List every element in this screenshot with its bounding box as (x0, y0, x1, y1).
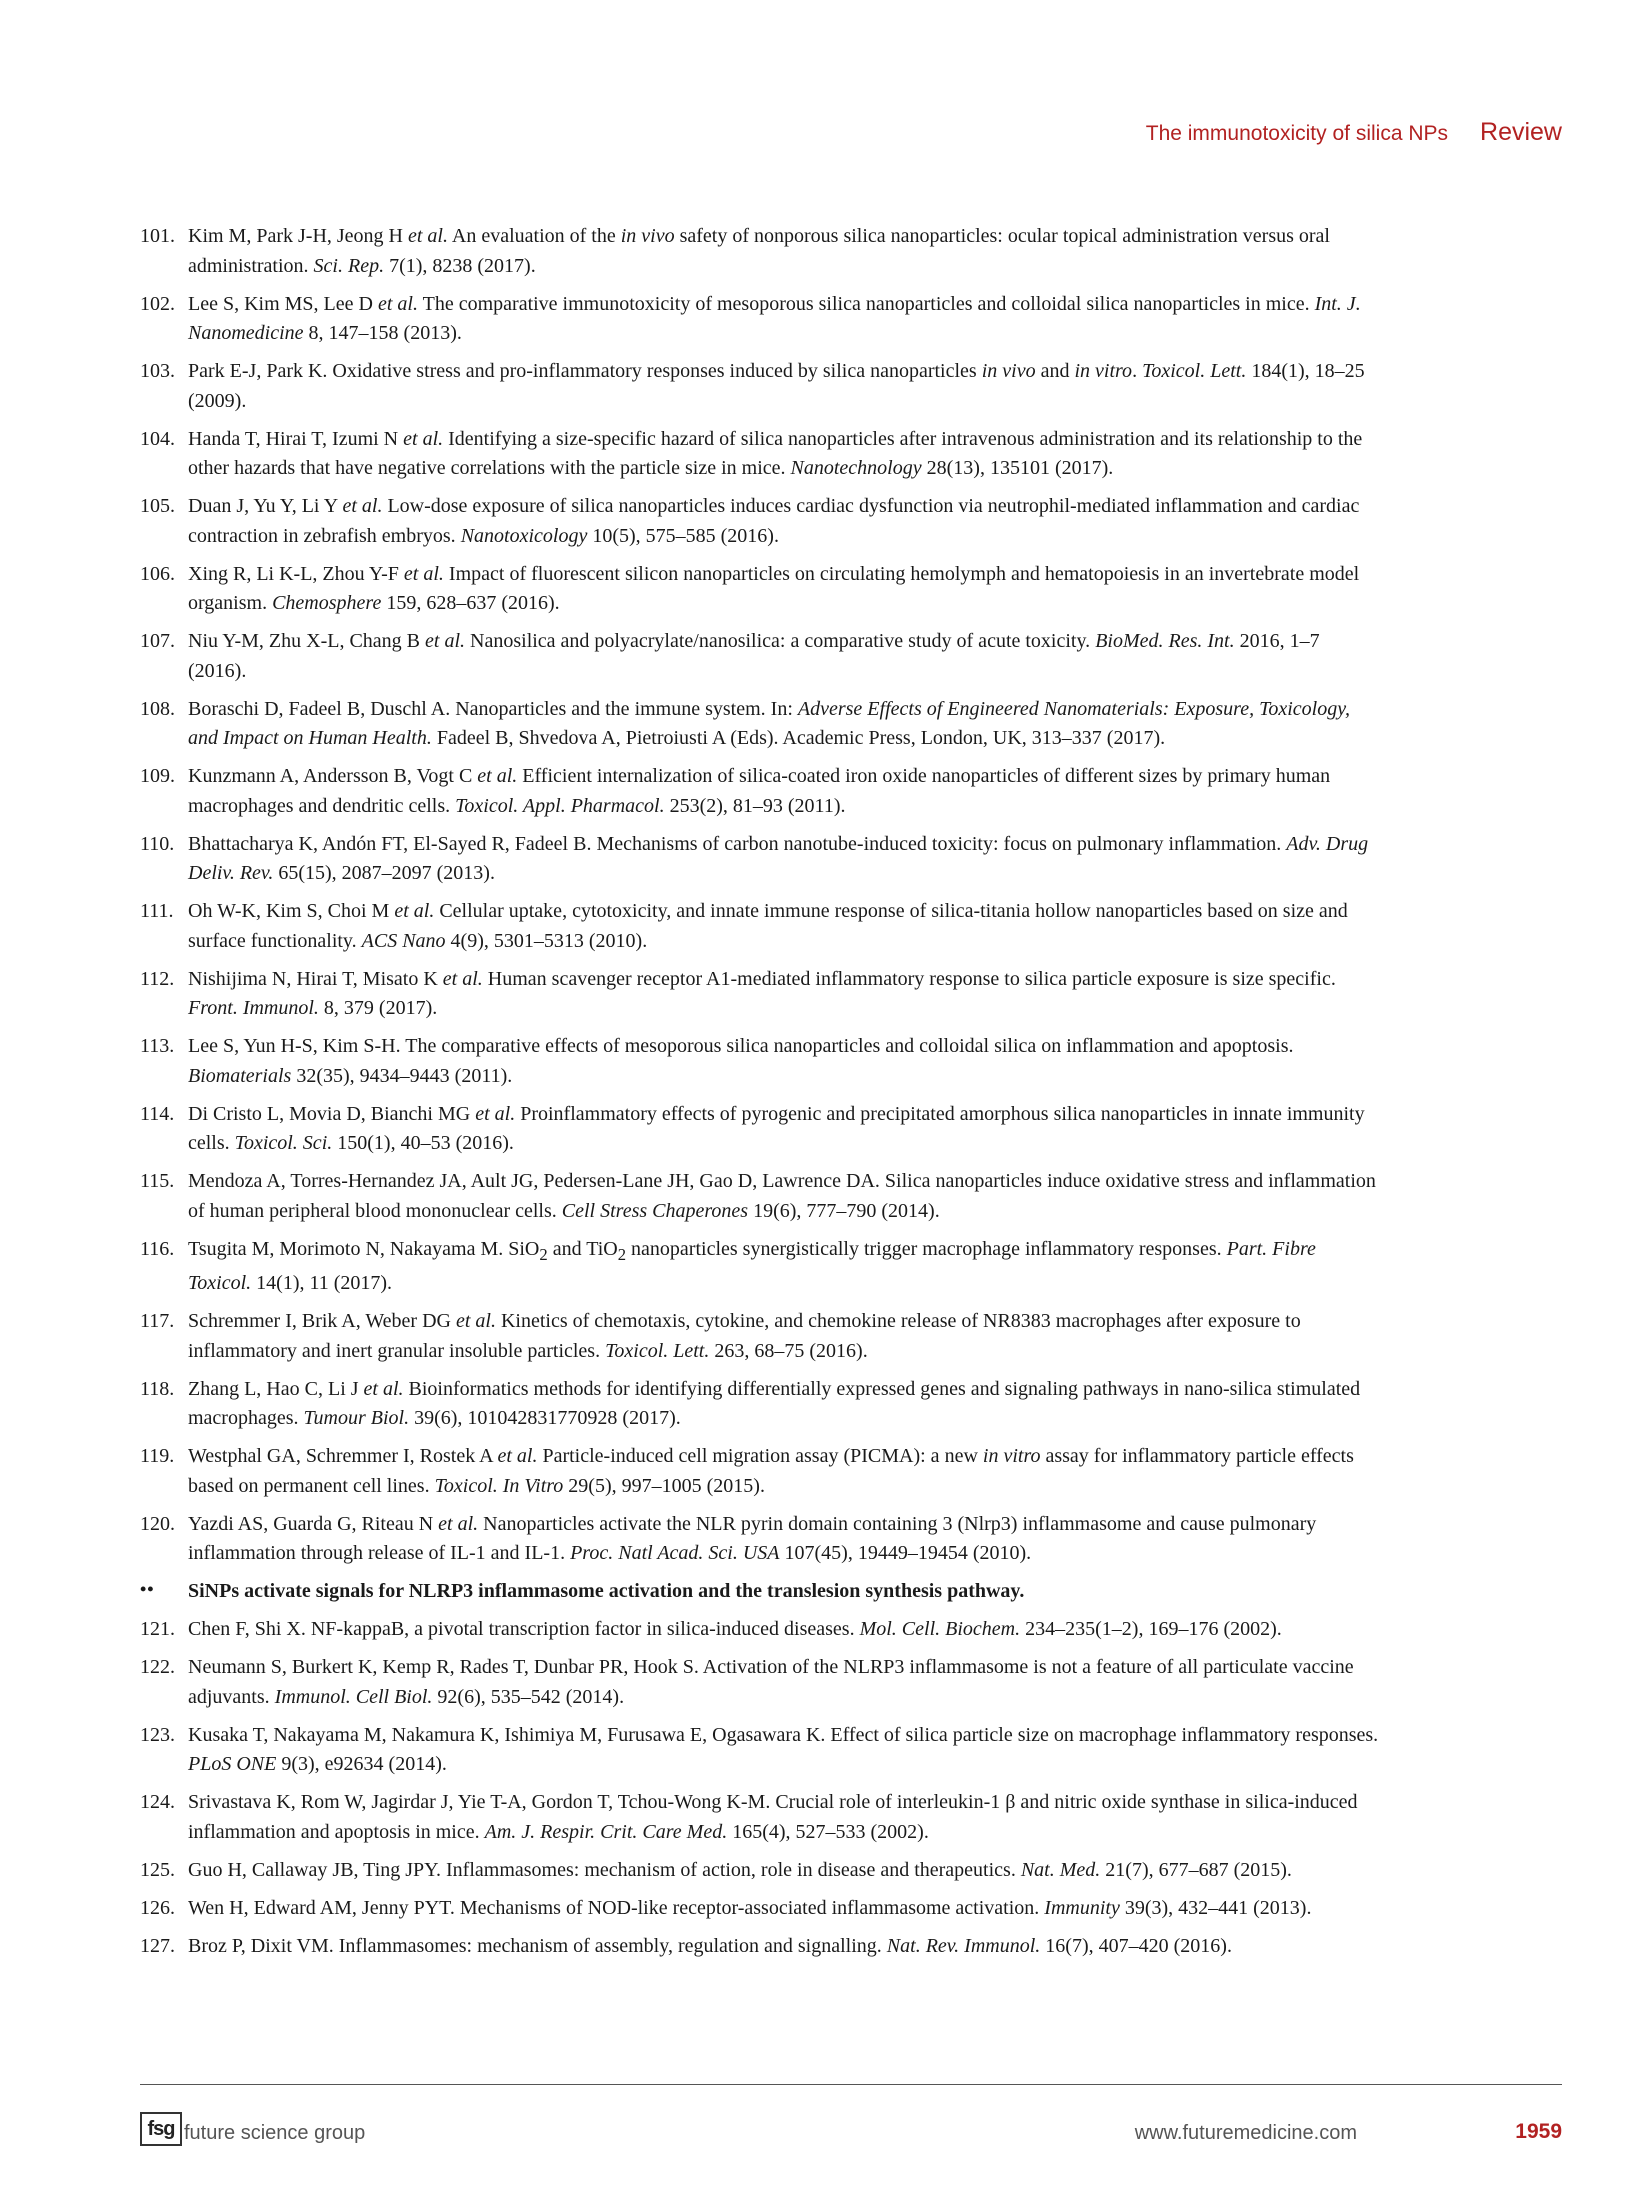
reference-text (188, 1859, 1292, 1881)
reference-item (140, 1615, 1380, 1645)
text-segment: 150(1), 40–53 (2016). (332, 1132, 514, 1154)
italic-segment: Cell Stress Chaperones (561, 1199, 749, 1222)
text-segment: Particle-induced cell migration assay (PICMA): a new (537, 1445, 983, 1467)
italic-segment: et al. (394, 900, 435, 922)
reference-item (140, 695, 1380, 754)
text-segment: Mendoza A, Torres-Hernandez JA, Ault JG, Pedersen-Lane JH, Gao D, Lawrence DA. Silica nanoparticles induce oxidative stress and inflammation of human peripheral blood mononuclear cells. (188, 1170, 1376, 1222)
text-segment: Kinetics of chemotaxis, cytokine, and chemokine release of NR8383 macrophages after exposure to inflammatory and inert granular insoluble particles. (188, 1310, 1301, 1362)
italic-segment: et al. (442, 967, 483, 990)
text-segment: nanoparticles synergistically trigger macrophage inflammatory responses. (626, 1237, 1227, 1260)
italic-segment: Chemosphere (272, 592, 382, 614)
italic-segment: Mol. Cell. Biochem. (859, 1618, 1021, 1640)
text-segment: Xing R, Li K-L, Zhou Y-F (188, 562, 404, 585)
reference-item (140, 830, 1380, 889)
text-segment: The comparative immunotoxicity of mesoporous silica nanoparticles and colloidal silica nanoparticles in mice. (417, 292, 1315, 315)
text-segment: 29(5), 997–1005 (2015). (563, 1474, 765, 1497)
italic-segment: et al. (377, 292, 418, 315)
reference-number: 103. (140, 360, 175, 382)
text-segment: Nishijima N, Hirai T, Misato K (188, 967, 443, 990)
reference-text (188, 360, 1365, 412)
text-segment: Chen F, Shi X. NF-kappaB, a pivotal transcription factor in silica-induced diseases. (188, 1618, 860, 1640)
reference-item (140, 897, 1380, 956)
text-segment: Bioinformatics methods for identifying differentially expressed genes and signaling pathways in nano-silica stimulated macrophages. (188, 1377, 1361, 1429)
annotation-text: SiNPs activate signals for NLRP3 inflammasome activation and the translesion synthesis pathway. (188, 1580, 1025, 1602)
reference-text (188, 1791, 1358, 1843)
reference-number: 102. (140, 292, 175, 315)
italic-segment: et al. (403, 562, 444, 585)
text-segment: Oh W-K, Kim S, Choi M (188, 900, 395, 922)
text-segment: 8, 379 (2017). (318, 997, 438, 1019)
text-segment: Lee S, Kim MS, Lee D (188, 292, 378, 315)
reference-item (140, 1932, 1380, 1962)
text-segment: . (1132, 360, 1143, 382)
reference-text (188, 765, 1330, 817)
italic-segment: Toxicol. Lett. (605, 1339, 710, 1362)
subscript-segment: 2 (539, 1244, 548, 1264)
text-segment: Efficient internalization of silica-coated iron oxide nanoparticles of different sizes by primary human macrophages and dendritic cells. (188, 765, 1331, 817)
text-segment: Nanoparticles activate the NLR pyrin domain containing 3 (Nlrp3) inflammasome and cause pulmonary inflammation through release of IL-1 and IL-1. (188, 1512, 1317, 1564)
text-segment: Guo H, Callaway JB, Ting JPY. Inflammasomes: mechanism of action, role in disease and therapeutics. (188, 1858, 1021, 1881)
text-segment: Zhang L, Hao C, Li J (188, 1377, 364, 1400)
italic-segment: Proc. Natl Acad. Sci. USA (570, 1542, 780, 1564)
italic-segment: in vivo (981, 360, 1036, 382)
reference-text (188, 1724, 1378, 1776)
text-segment: Wen H, Edward AM, Jenny PYT. Mechanisms of NOD-like receptor-associated inflammasome activation. (188, 1896, 1045, 1919)
italic-segment: Toxicol. Lett. (1142, 360, 1247, 382)
text-segment: 16(7), 407–420 (2016). (1040, 1934, 1232, 1957)
text-segment: 39(6), 101042831770928 (2017). (409, 1407, 681, 1429)
text-segment: 4(9), 5301–5313 (2010). (445, 929, 648, 952)
text-segment: 253(2), 81–93 (2011). (664, 794, 846, 817)
reference-number: 119. (140, 1445, 175, 1467)
reference-number: 106. (140, 562, 175, 585)
text-segment: Kunzmann A, Andersson B, Vogt C (188, 765, 478, 787)
italic-segment: Nat. Rev. Immunol. (886, 1934, 1041, 1957)
text-segment: 14(1), 11 (2017). (251, 1272, 393, 1294)
italic-segment: Toxicol. In Vitro (434, 1474, 564, 1497)
text-segment: Niu Y-M, Zhu X-L, Chang B (188, 630, 426, 652)
reference-number: 122. (140, 1656, 175, 1678)
italic-segment: et al. (475, 1102, 516, 1125)
reference-item (140, 1032, 1380, 1091)
text-segment: Handa T, Hirai T, Izumi N (188, 427, 404, 450)
reference-text (188, 968, 1336, 1020)
italic-segment: Int. J. Nanomedicine (188, 292, 1361, 344)
reference-item (140, 627, 1380, 686)
reference-text (188, 1170, 1376, 1222)
text-segment: Lee S, Yun H-S, Kim S-H. The comparative effects of mesoporous silica nanoparticles and colloidal silica on inflammation and apoptosis. (188, 1035, 1294, 1057)
text-segment: Park E-J, Park K. Oxidative stress and pro-inflammatory responses induced by silica nanoparticles (188, 360, 982, 382)
text-segment: 9(3), e92634 (2014). (276, 1753, 447, 1775)
reference-text (188, 1513, 1316, 1565)
page-number: 1959 (1515, 2120, 1562, 2143)
reference-number: 126. (140, 1896, 175, 1919)
reference-text (188, 1618, 1282, 1640)
italic-segment: et al. (425, 630, 466, 652)
text-segment: and (1035, 360, 1075, 382)
text-segment: 2016, 1–7 (2016). (188, 630, 1320, 682)
reference-number: 101. (140, 225, 175, 247)
reference-text (188, 1935, 1232, 1957)
reference-text (188, 1897, 1311, 1919)
reference-text (188, 225, 1330, 277)
reference-text (188, 293, 1361, 345)
text-segment: Impact of fluorescent silicon nanoparticles on circulating hemolymph and hematopoiesis in an invertebrate model organism. (188, 562, 1360, 614)
italic-segment: et al. (497, 1445, 538, 1467)
text-segment: and TiO (547, 1237, 618, 1260)
text-segment: Yazdi AS, Guarda G, Riteau N (188, 1512, 439, 1535)
text-segment: An evaluation of the (448, 225, 621, 247)
italic-segment: Adverse Effects of Engineered Nanomaterials: Exposure, Toxicology, and Impact on Human Health. (188, 697, 1351, 749)
italic-segment: Part. Fibre Toxicol. (188, 1237, 1316, 1294)
reference-number: 113. (140, 1035, 175, 1057)
text-segment: safety of nonporous silica nanoparticles: ocular topical administration versus oral administration. (188, 225, 1330, 277)
reference-number: 120. (140, 1512, 175, 1535)
italic-segment: Toxicol. Sci. (234, 1132, 333, 1154)
text-segment: Kusaka T, Nakayama M, Nakamura K, Ishimiya M, Furusawa E, Ogasawara K. Effect of silica particle size on macrophage inflammatory responses. (188, 1723, 1379, 1746)
text-segment: Boraschi D, Fadeel B, Duschl A. Nanoparticles and the immune system. In: (188, 697, 798, 720)
text-segment: 32(35), 9434–9443 (2011). (291, 1064, 513, 1087)
running-header (1146, 118, 1562, 147)
italic-segment: Nanotechnology (790, 457, 922, 479)
reference-item (140, 290, 1380, 349)
reference-item (140, 1100, 1380, 1159)
text-segment: Duan J, Yu Y, Li Y (188, 495, 343, 517)
reference-number: 121. (140, 1618, 175, 1640)
italic-segment: et al. (403, 427, 444, 450)
reference-item (140, 1307, 1380, 1366)
text-segment: Nanosilica and polyacrylate/nanosilica: a comparative study of acute toxicity. (465, 630, 1096, 652)
italic-segment: in vitro (1074, 360, 1133, 382)
reference-item (140, 1442, 1380, 1501)
reference-text (188, 1378, 1360, 1430)
text-segment: 28(13), 135101 (2017). (921, 457, 1114, 479)
reference-item (140, 1167, 1380, 1226)
subscript-segment: 2 (617, 1244, 627, 1264)
text-segment: Di Cristo L, Movia D, Bianchi MG (188, 1102, 476, 1125)
text-segment: Westphal GA, Schremmer I, Rostek A (188, 1445, 498, 1467)
page-footer (140, 2112, 1562, 2152)
reference-text (188, 1103, 1365, 1155)
reference-number: 104. (140, 427, 175, 450)
reference-text (188, 1310, 1301, 1362)
reference-item (140, 357, 1380, 416)
text-segment: 7(1), 8238 (2017). (384, 254, 536, 277)
importance-bullets-icon: •• (140, 1579, 155, 1599)
italic-segment: Biomaterials (188, 1064, 292, 1087)
reference-text (188, 428, 1362, 480)
text-segment: Tsugita M, Morimoto N, Nakayama M. SiO (188, 1237, 540, 1260)
italic-segment: et al. (477, 765, 518, 787)
italic-segment: Nanotoxicology (460, 524, 588, 547)
italic-segment: Toxicol. Appl. Pharmacol. (455, 794, 665, 817)
reference-item (140, 1235, 1380, 1299)
reference-number: 115. (140, 1170, 175, 1192)
text-segment: 107(45), 19449–19454 (2010). (779, 1542, 1032, 1564)
reference-item (140, 560, 1380, 619)
fsg-logo-icon: fsg (140, 2112, 182, 2146)
reference-number: 107. (140, 630, 175, 652)
text-segment: 21(7), 677–687 (2015). (1100, 1858, 1292, 1881)
text-segment: Bhattacharya K, Andón FT, El-Sayed R, Fadeel B. Mechanisms of carbon nanotube-induced toxicity: focus on pulmonary inflammation. (188, 832, 1287, 855)
publisher-name: future science group (184, 2122, 366, 2144)
reference-number: 108. (140, 697, 175, 720)
reference-item (140, 965, 1380, 1024)
italic-segment: et al. (455, 1310, 496, 1332)
text-segment: 65(15), 2087–2097 (2013). (273, 862, 495, 884)
italic-segment: Sci. Rep. (313, 254, 385, 277)
text-segment: 159, 628–637 (2016). (381, 592, 560, 614)
italic-segment: et al. (438, 1512, 479, 1535)
reference-text (188, 698, 1350, 750)
text-segment: Schremmer I, Brik A, Weber DG (188, 1310, 456, 1332)
text-segment: 10(5), 575–585 (2016). (587, 524, 779, 547)
reference-item (140, 762, 1380, 821)
italic-segment: ACS Nano (361, 929, 446, 952)
article-type: Review (1480, 118, 1562, 146)
italic-segment: Immunol. Cell Biol. (274, 1685, 433, 1708)
text-segment: Neumann S, Burkert K, Kemp R, Rades T, Dunbar PR, Hook S. Activation of the NLRP3 inflammasome is not a feature of all particulate vaccine adjuvants. (188, 1656, 1354, 1708)
text-segment: 184(1), 18–25 (2009). (188, 360, 1365, 412)
text-segment: Proinflammatory effects of pyrogenic and precipitated amorphous silica nanoparticles in innate immunity cells. (188, 1102, 1365, 1154)
text-segment: Cellular uptake, cytotoxicity, and innate immune response of silica-titania hollow nanoparticles based on size and surface functionality. (188, 900, 1348, 952)
reference-item (140, 492, 1380, 551)
text-segment: Identifying a size-specific hazard of silica nanoparticles after intravenous administration and its relationship to the other hazards that have negative correlations with the particle size in mice. (188, 427, 1363, 479)
reference-item (140, 425, 1380, 484)
reference-item (140, 1788, 1380, 1847)
text-segment: assay for inflammatory particle effects based on permanent cell lines. (188, 1445, 1354, 1497)
running-title: The immunotoxicity of silica NPs (1145, 122, 1449, 145)
reference-text (188, 495, 1359, 547)
text-segment: 19(6), 777–790 (2014). (748, 1199, 940, 1222)
italic-segment: Front. Immunol. (188, 997, 319, 1019)
text-segment: Human scavenger receptor A1-mediated inflammatory response to silica particle exposure is size specific. (482, 967, 1336, 990)
text-segment: 263, 68–75 (2016). (709, 1339, 868, 1362)
reference-number: 123. (140, 1723, 175, 1746)
reference-text (188, 1238, 1316, 1295)
reference-number: 114. (140, 1102, 175, 1125)
italic-segment: Am. J. Respir. Crit. Care Med. (484, 1820, 728, 1843)
reference-number: 116. (140, 1237, 175, 1260)
text-segment: 39(3), 432–441 (2013). (1119, 1896, 1312, 1919)
reference-number: 127. (140, 1934, 175, 1957)
reference-text (188, 1445, 1354, 1497)
reference-number: 110. (140, 832, 175, 855)
reference-text (188, 563, 1359, 615)
footer-divider (140, 2084, 1562, 2085)
reference-number: 112. (140, 967, 175, 990)
reference-number: 105. (140, 495, 175, 517)
reference-text (188, 1035, 1294, 1087)
reference-item (140, 1653, 1380, 1712)
reference-number: 111. (140, 900, 174, 922)
italic-segment: Nat. Med. (1020, 1858, 1101, 1881)
reference-list (140, 222, 1380, 1970)
reference-item (140, 1721, 1380, 1780)
italic-segment: et al. (342, 495, 383, 517)
text-segment: 8, 147–158 (2013). (303, 322, 462, 344)
italic-segment: et al. (408, 225, 448, 247)
reference-text (188, 630, 1320, 682)
reference-number: 118. (140, 1377, 175, 1400)
reference-text (188, 900, 1348, 952)
text-segment: 234–235(1–2), 169–176 (2002). (1020, 1618, 1282, 1640)
reference-text (188, 833, 1368, 885)
reference-item (140, 1375, 1380, 1434)
reference-text (188, 1656, 1354, 1708)
text-segment: 92(6), 535–542 (2014). (432, 1685, 625, 1708)
reference-item (140, 1894, 1380, 1924)
text-segment: Fadeel B, Shvedova A, Pietroiusti A (Eds). Academic Press, London, UK, 313–337 (2017). (431, 727, 1166, 749)
reference-number: 117. (140, 1310, 175, 1332)
reference-number: 124. (140, 1791, 175, 1813)
italic-segment: in vivo (620, 225, 675, 247)
reference-item (140, 1510, 1380, 1569)
text-segment: Kim M, Park J-H, Jeong H (188, 225, 408, 247)
reference-item (140, 222, 1380, 281)
italic-segment: Tumour Biol. (303, 1407, 410, 1429)
italic-segment: BioMed. Res. Int. (1095, 630, 1235, 652)
text-segment: 165(4), 527–533 (2002). (727, 1820, 929, 1843)
reference-number: 125. (140, 1858, 175, 1881)
italic-segment: Immunity (1044, 1896, 1120, 1919)
reference-annotation (140, 1577, 1380, 1607)
italic-segment: et al. (363, 1377, 404, 1400)
italic-segment: in vitro (982, 1445, 1041, 1467)
italic-segment: PLoS ONE (188, 1753, 277, 1775)
italic-segment: Adv. Drug Deliv. Rev. (188, 832, 1369, 884)
text-segment: Low-dose exposure of silica nanoparticles induces cardiac dysfunction via neutrophil-mediated inflammation and cardiac contraction in zebrafish embryos. (188, 495, 1360, 547)
website-link[interactable]: www.futuremedicine.com (1134, 2122, 1357, 2144)
reference-item (140, 1856, 1380, 1886)
text-segment: Broz P, Dixit VM. Inflammasomes: mechanism of assembly, regulation and signalling. (188, 1934, 887, 1957)
text-segment: Srivastava K, Rom W, Jagirdar J, Yie T-A, Gordon T, Tchou-Wong K-M. Crucial role of interleukin-1 β and nitric oxide synthase in silica-induced inflammation and apoptosis in mice. (188, 1791, 1358, 1843)
reference-number: 109. (140, 765, 175, 787)
